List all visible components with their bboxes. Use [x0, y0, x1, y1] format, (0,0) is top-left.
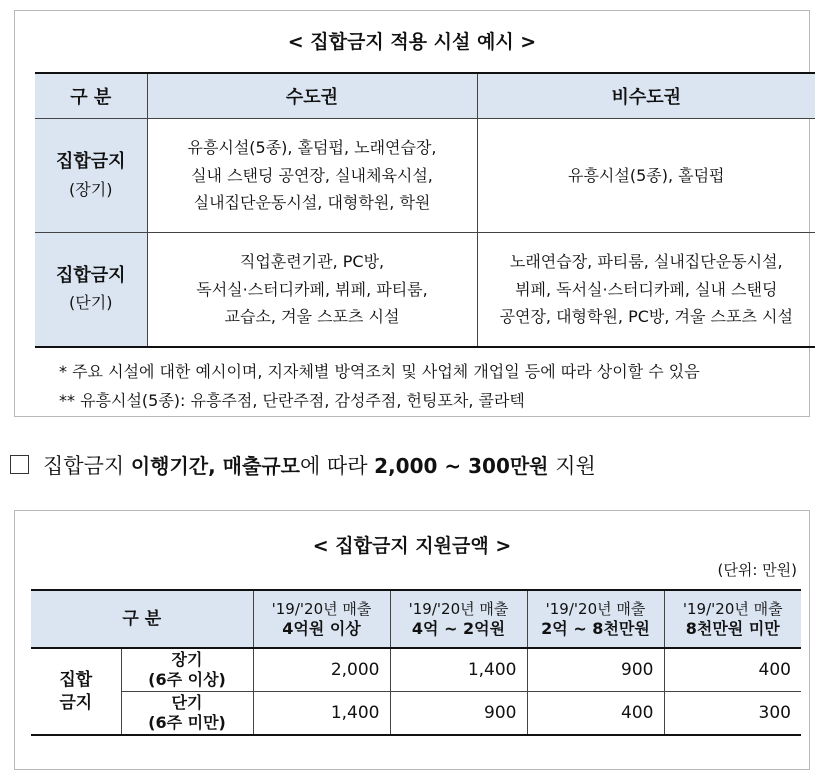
category-sub: (단기)	[69, 293, 113, 313]
row-label	[121, 648, 253, 692]
col-line1: '19/'20년 매출	[545, 600, 646, 618]
col-line1: '19/'20년 매출	[682, 600, 783, 618]
row-category	[35, 233, 147, 347]
row-category	[35, 119, 147, 233]
summary-text: 지원	[548, 454, 596, 478]
row-label-main: 장기	[171, 650, 203, 669]
capital-cell	[147, 233, 477, 347]
capital-line: 유흥시설(5종), 홀덤펍, 노래연습장,	[187, 138, 437, 158]
capital-line: 실내집단운동시설, 대형학원, 학원	[193, 193, 431, 213]
summary-text: 에 따라	[299, 454, 375, 478]
table-row	[31, 692, 801, 736]
capital-cell	[147, 119, 477, 233]
category-label: 집합금지	[55, 264, 126, 286]
facility-examples-box	[14, 10, 810, 417]
capital-line: 직업훈련기관, PC방,	[239, 252, 385, 271]
facility-table	[35, 72, 815, 348]
facility-table-header	[35, 73, 815, 119]
capital-line: 실내 스탠딩 공연장, 실내체육시설,	[191, 165, 433, 185]
summary-text: 집합금지	[43, 454, 131, 478]
category-label: 집합금지	[55, 151, 126, 172]
summary-amount: 2,000 ~ 300만원	[374, 454, 549, 478]
header-revenue-col	[527, 590, 664, 648]
header-revenue-col	[390, 590, 527, 648]
header-category: 구 분	[31, 590, 253, 648]
support-table	[31, 589, 801, 736]
group-line: 집합	[59, 669, 93, 690]
noncapital-cell	[477, 119, 815, 233]
group-label	[31, 648, 121, 735]
col-line2: 4억원 이상	[282, 619, 361, 638]
support-summary-line	[10, 450, 596, 480]
amount-cell: 400	[527, 692, 664, 736]
col-line1: '19/'20년 매출	[408, 600, 509, 618]
footnotes	[59, 357, 700, 415]
row-label-sub: (6주 이상)	[148, 670, 226, 689]
row-label-sub: (6주 미만)	[148, 713, 226, 732]
noncapital-cell	[477, 233, 815, 347]
noncapital-line: 공연장, 대형학원, PC방, 겨울 스포츠 시설	[499, 307, 793, 326]
amount-cell: 2,000	[253, 648, 390, 692]
footnote: * 주요 시설에 대한 예시이며, 지자체별 방역조치 및 사업체 개업일 등에 따라 상이할 수 있음	[59, 362, 700, 381]
row-label-main: 단기	[171, 693, 203, 712]
header-noncapital: 비수도권	[477, 73, 815, 119]
amount-cell: 900	[527, 648, 664, 692]
support-amount-box	[14, 510, 810, 770]
footnote: ** 유흥시설(5종): 유흥주점, 단란주점, 감성주점, 헌팅포차, 콜라텍	[59, 391, 525, 410]
support-table-title: < 집합금지 지원금액 >	[312, 535, 512, 557]
table-row	[31, 648, 801, 692]
table-row	[35, 233, 815, 347]
header-category: 구 분	[35, 73, 147, 119]
group-line: 금지	[59, 692, 93, 713]
col-line2: 8천만원 미만	[685, 619, 780, 638]
unit-label: (단위: 만원)	[717, 561, 797, 579]
checkbox-square-icon	[10, 455, 29, 474]
amount-cell: 900	[390, 692, 527, 736]
noncapital-line: 노래연습장, 파티룸, 실내집단운동시설,	[509, 252, 783, 271]
row-label	[121, 692, 253, 736]
amount-cell: 400	[664, 648, 801, 692]
header-revenue-col	[664, 590, 801, 648]
support-table-header	[31, 590, 801, 648]
col-line2: 4억 ~ 2억원	[411, 619, 506, 638]
noncapital-line: 뷔페, 독서실·스터디카페, 실내 스탠딩	[515, 279, 778, 299]
amount-cell: 1,400	[390, 648, 527, 692]
category-sub: (장기)	[69, 179, 113, 199]
amount-cell: 1,400	[253, 692, 390, 736]
capital-line: 독서실·스터디카페, 뷔페, 파티룸,	[196, 279, 428, 299]
capital-line: 교습소, 겨울 스포츠 시설	[224, 307, 400, 326]
col-line2: 2억 ~ 8천만원	[541, 619, 650, 638]
table-row	[35, 119, 815, 233]
header-capital: 수도권	[147, 73, 477, 119]
amount-cell: 300	[664, 692, 801, 736]
noncapital-line: 유흥시설(5종), 홀덤펍	[568, 165, 725, 185]
col-line1: '19/'20년 매출	[271, 600, 372, 618]
facility-table-title: < 집합금지 적용 시설 예시 >	[287, 31, 537, 53]
header-revenue-col	[253, 590, 390, 648]
summary-bold: 이행기간, 매출규모	[130, 454, 300, 478]
